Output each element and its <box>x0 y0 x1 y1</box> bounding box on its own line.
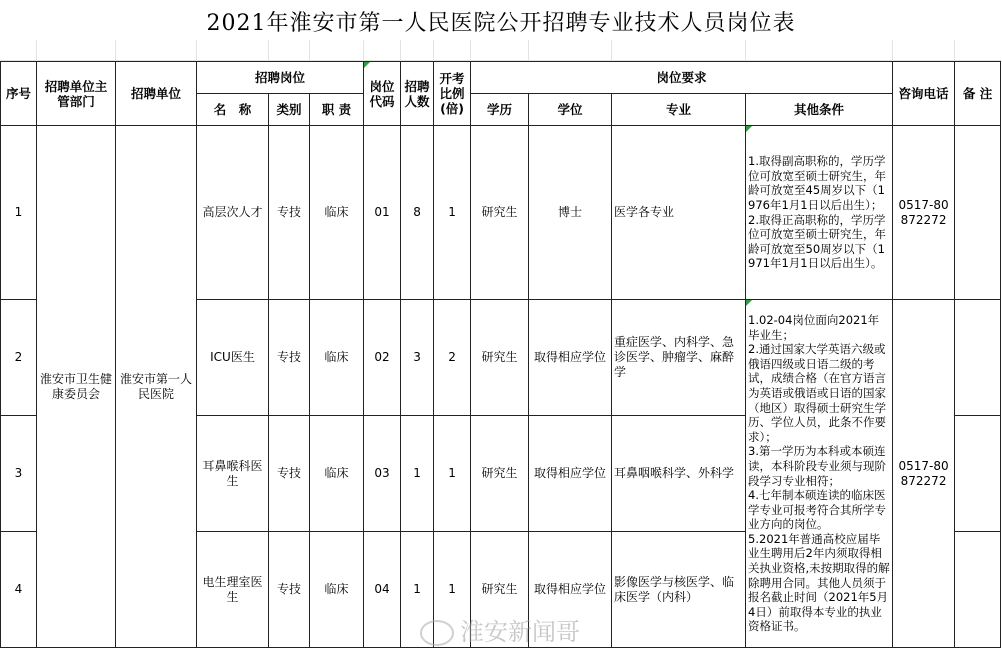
header-degree: 学位 <box>529 94 612 126</box>
header-ratio: 开考比例(倍) <box>434 62 471 126</box>
row-note <box>955 416 1001 532</box>
row-post-duty: 临床 <box>310 532 364 648</box>
row-ratio: 2 <box>434 300 471 416</box>
row-note <box>955 532 1001 648</box>
row-post-duty: 临床 <box>310 416 364 532</box>
weibo-logo-icon <box>420 620 454 646</box>
rows234-phone: 0517-80872272 <box>893 300 955 648</box>
row-post-code: 01 <box>364 126 401 300</box>
page-title: 2021年淮安市第一人民医院公开招聘专业技术人员岗位表 <box>206 11 796 36</box>
rows234-other-conditions: 1.02-04岗位面向2021年毕业生； 2.通过国家大学英语六级或俄语四级或日语二级的考试，成绩合格（在官方语言为英语或俄语或日语的国家（地区）取得硕士研究生学历、学位人员，此条不作要求）； 3.第一学历为本科或本硕连读，本科阶段专业须与现阶段学习专业相符； 4.七年制本硕连读的临床医学专业可报考符合其所学专业方向的岗位。 5.2021年普通高校应届毕业生聘用后2年内须取得相关执业资格,未按期取得的解除聘用合同。其他人员须于报名截止时间（2021年5月4日）前取得本专业的执业资格证书。 <box>746 300 893 648</box>
row-seq: 1 <box>1 126 37 300</box>
header-post-name: 名 称 <box>197 94 269 126</box>
header-req-group: 岗位要求 <box>471 62 893 94</box>
recruitment-table <box>0 61 1001 648</box>
row-degree: 取得相应学位 <box>529 300 612 416</box>
row-post-type: 专技 <box>269 126 310 300</box>
row-ratio: 1 <box>434 532 471 648</box>
row-major: 重症医学、内科学、急诊医学、肿瘤学、麻醉学 <box>612 300 746 416</box>
row-edu: 研究生 <box>471 300 529 416</box>
row-post-type: 专技 <box>269 300 310 416</box>
row-post-code: 02 <box>364 300 401 416</box>
header-seq: 序号 <box>1 62 37 126</box>
row-post-name: ICU医生 <box>197 300 269 416</box>
row-post-name: 电生理室医生 <box>197 532 269 648</box>
row-post-code: 04 <box>364 532 401 648</box>
row-major: 医学各专业 <box>612 126 746 300</box>
row-post-duty: 临床 <box>310 126 364 300</box>
row-edu: 研究生 <box>471 532 529 648</box>
row-phone: 0517-80872272 <box>893 126 955 300</box>
row-count: 3 <box>401 300 434 416</box>
header-dept: 招聘单位主管部门 <box>37 62 116 126</box>
row-edu: 研究生 <box>471 126 529 300</box>
header-note: 备 注 <box>955 62 1001 126</box>
row-major: 耳鼻咽喉科学、外科学 <box>612 416 746 532</box>
row-post-code: 03 <box>364 416 401 532</box>
row-post-name: 耳鼻喉科医生 <box>197 416 269 532</box>
row-count: 1 <box>401 416 434 532</box>
row-post-type: 专技 <box>269 416 310 532</box>
row-degree: 博士 <box>529 126 612 300</box>
spreadsheet-blank-row <box>0 40 1002 61</box>
row-other-conditions: 1.取得副高职称的，学历学位可放宽至硕士研究生，年龄可放宽至45周岁以下（1976年1月1日以后出生）； 2.取得正高职称的，学历学位可放宽至硕士研究生，年龄可放宽至50周岁以下（1971年1月1日以后出生）。 <box>746 126 893 300</box>
row-degree: 取得相应学位 <box>529 532 612 648</box>
header-unit: 招聘单位 <box>116 62 197 126</box>
watermark <box>420 612 580 647</box>
row-major: 影像医学与核医学、临床医学（内科） <box>612 532 746 648</box>
row-post-name: 高层次人才 <box>197 126 269 300</box>
dept-cell: 淮安市卫生健康委员会 <box>37 126 116 648</box>
header-phone: 咨询电话 <box>893 62 955 126</box>
row-ratio: 1 <box>434 416 471 532</box>
row-seq: 3 <box>1 416 37 532</box>
row-edu: 研究生 <box>471 416 529 532</box>
row-degree: 取得相应学位 <box>529 416 612 532</box>
header-post-duty: 职 责 <box>310 94 364 126</box>
row-count: 8 <box>401 126 434 300</box>
header-edu: 学历 <box>471 94 529 126</box>
row-seq: 2 <box>1 300 37 416</box>
watermark-text: 淮安新闻哥 <box>460 618 580 646</box>
unit-cell: 淮安市第一人民医院 <box>116 126 197 648</box>
row-note <box>955 126 1001 300</box>
row-ratio: 1 <box>434 126 471 300</box>
header-other: 其他条件 <box>746 94 893 126</box>
header-count: 招聘人数 <box>401 62 434 126</box>
header-post-group: 招聘岗位 <box>197 62 364 94</box>
row-note <box>955 300 1001 416</box>
row-seq: 4 <box>1 532 37 648</box>
header-post-type: 类别 <box>269 94 310 126</box>
row-count: 1 <box>401 532 434 648</box>
header-major: 专业 <box>612 94 746 126</box>
row-post-duty: 临床 <box>310 300 364 416</box>
table-row <box>1 126 1001 300</box>
row-post-type: 专技 <box>269 532 310 648</box>
header-post-code: 岗位代码 <box>364 62 401 126</box>
